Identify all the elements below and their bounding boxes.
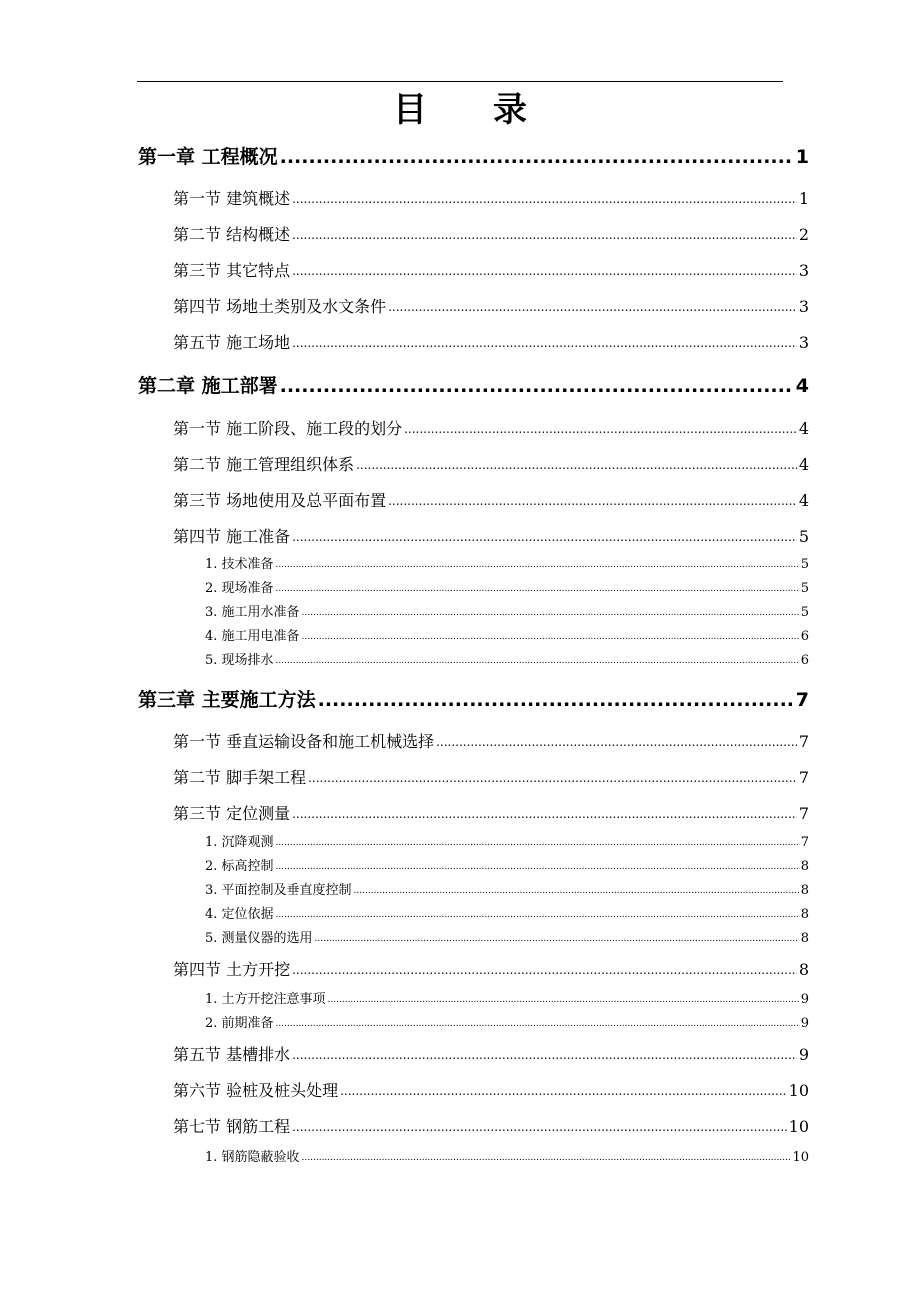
title-char-1: 目 [393,90,427,130]
toc-leader-dots [292,1044,797,1066]
toc-entry-label: 第二章 施工部署 [138,375,278,397]
toc-leader-dots [328,991,799,1009]
toc-section-entry[interactable] [173,188,809,210]
toc-page-number: 2 [798,225,809,244]
toc-entry-label: 2. 标高控制 [205,859,274,874]
toc-entry-label: 4. 定位依据 [205,907,274,922]
toc-entry-label: 第三节 场地使用及总平面布置 [173,491,387,510]
toc-chapter-entry[interactable] [138,145,809,169]
toc-page-number: 4 [798,455,809,474]
toc-page-number: 3 [798,261,809,280]
toc-subsection-entry[interactable] [205,858,809,876]
toc-leader-dots [292,803,797,825]
toc-section-entry[interactable] [173,1044,809,1066]
toc-leader-dots [302,604,799,622]
toc-entry-label: 第五节 基槽排水 [173,1045,291,1064]
toc-page-number: 5 [800,581,809,596]
toc-leader-dots [276,652,799,670]
toc-page-number: 8 [800,883,809,898]
toc-page-number: 7 [798,768,809,787]
toc-page-number: 8 [800,907,809,922]
toc-page-number: 1 [795,146,809,168]
toc-leader-dots [340,1080,787,1102]
toc-subsection-entry[interactable] [205,1149,809,1167]
toc-leader-dots [436,731,797,753]
toc-leader-dots [302,1149,791,1167]
toc-entry-label: 第四节 施工准备 [173,527,291,546]
toc-entry-label: 第一节 建筑概述 [173,189,291,208]
toc-section-entry[interactable] [173,959,809,981]
toc-leader-dots [356,454,797,476]
toc-page-number: 5 [800,605,809,620]
toc-page-number: 10 [792,1150,809,1165]
toc-leader-dots [276,556,799,574]
toc-section-entry[interactable] [173,803,809,825]
toc-entry-label: 3. 施工用水准备 [205,605,300,620]
toc-leader-dots [292,526,797,548]
toc-leader-dots [302,628,799,646]
toc-page-number: 8 [800,931,809,946]
toc-entry-label: 第五节 施工场地 [173,333,291,352]
title-char-2: 录 [493,90,527,130]
toc-entry-label: 2. 前期准备 [205,1016,274,1031]
toc-entry-label: 第一节 施工阶段、施工段的划分 [173,419,403,438]
toc-page-number: 9 [800,1016,809,1031]
toc-page-number: 3 [798,297,809,316]
toc-leader-dots [276,906,799,924]
toc-entry-label: 1. 钢筋隐蔽验收 [205,1150,300,1165]
toc-page-number: 6 [800,629,809,644]
toc-subsection-entry[interactable] [205,628,809,646]
toc-entry-label: 第三节 定位测量 [173,804,291,823]
toc-leader-dots [276,834,799,852]
toc-entry-label: 3. 平面控制及垂直度控制 [205,883,352,898]
toc-entry-label: 1. 土方开挖注意事项 [205,992,326,1007]
toc-entry-label: 第三节 其它特点 [173,261,291,280]
toc-subsection-entry[interactable] [205,906,809,924]
toc-page-number: 6 [800,653,809,668]
toc-section-entry[interactable] [173,1080,809,1102]
toc-section-entry[interactable] [173,296,809,318]
toc-page-number: 5 [800,557,809,572]
toc-leader-dots [292,224,797,246]
toc-page-number: 8 [798,960,809,979]
toc-page-number: 4 [798,419,809,438]
toc-leader-dots [354,882,799,900]
toc-subsection-entry[interactable] [205,991,809,1009]
toc-leader-dots [404,418,797,440]
toc-entry-label: 第二节 施工管理组织体系 [173,455,355,474]
toc-leader-dots [276,858,799,876]
toc-entry-label: 第四节 场地土类别及水文条件 [173,297,387,316]
toc-section-entry[interactable] [173,260,809,282]
toc-leader-dots [292,332,797,354]
toc-entry-label: 1. 沉降观测 [205,835,274,850]
toc-page-number: 7 [798,804,809,823]
toc-subsection-entry[interactable] [205,652,809,670]
toc-page-number: 7 [795,689,809,711]
toc-entry-label: 第一章 工程概况 [138,146,278,168]
toc-page-number: 4 [798,491,809,510]
toc-entry-label: 第六节 验桩及桩头处理 [173,1081,339,1100]
toc-page-number: 9 [798,1045,809,1064]
toc-subsection-entry[interactable] [205,580,809,598]
toc-subsection-entry[interactable] [205,930,809,948]
toc-section-entry[interactable] [173,224,809,246]
toc-entry-label: 5. 现场排水 [205,653,274,668]
toc-entry-label: 第七节 钢筋工程 [173,1117,291,1136]
toc-subsection-entry[interactable] [205,604,809,622]
toc-page-number: 8 [800,859,809,874]
toc-leader-dots [388,490,797,512]
toc-leader-dots [292,1116,787,1138]
toc-entry-label: 第三章 主要施工方法 [138,689,316,711]
toc-leader-dots [280,374,794,398]
toc-leader-dots [315,930,799,948]
toc-leader-dots [308,767,797,789]
toc-page-number: 7 [800,835,809,850]
toc-subsection-entry[interactable] [205,556,809,574]
toc-entry-label: 5. 测量仪器的选用 [205,931,313,946]
toc-page-number: 4 [795,375,809,397]
toc-entry-label: 第二节 结构概述 [173,225,291,244]
toc-leader-dots [292,188,797,210]
toc-page-number: 10 [788,1081,809,1100]
toc-entry-label: 2. 现场准备 [205,581,274,596]
toc-section-entry[interactable] [173,526,809,548]
toc-subsection-entry[interactable] [205,834,809,852]
toc-subsection-entry[interactable] [205,1015,809,1033]
toc-chapter-entry[interactable] [138,688,809,712]
toc-leader-dots [318,688,794,712]
toc-section-entry[interactable] [173,454,809,476]
toc-page-number: 1 [798,189,809,208]
toc-leader-dots [276,1015,799,1033]
toc-entry-label: 第四节 土方开挖 [173,960,291,979]
toc-section-entry[interactable] [173,767,809,789]
toc-section-entry[interactable] [173,1116,809,1138]
toc-leader-dots [276,580,799,598]
toc-page-number: 9 [800,992,809,1007]
toc-entry-label: 4. 施工用电准备 [205,629,300,644]
toc-section-entry[interactable] [173,418,809,440]
toc-page-number: 7 [798,732,809,751]
toc-entry-label: 第二节 脚手架工程 [173,768,307,787]
toc-section-entry[interactable] [173,731,809,753]
toc-chapter-entry[interactable] [138,374,809,398]
toc-entry-label: 第一节 垂直运输设备和施工机械选择 [173,732,435,751]
toc-subsection-entry[interactable] [205,882,809,900]
toc-page-number: 5 [798,527,809,546]
toc-section-entry[interactable] [173,490,809,512]
toc-leader-dots [388,296,797,318]
toc-leader-dots [280,145,794,169]
toc-entry-label: 1. 技术准备 [205,557,274,572]
toc-section-entry[interactable] [173,332,809,354]
toc-page-number: 3 [798,333,809,352]
toc-leader-dots [292,260,797,282]
toc-leader-dots [292,959,797,981]
toc-page-number: 10 [788,1117,809,1136]
